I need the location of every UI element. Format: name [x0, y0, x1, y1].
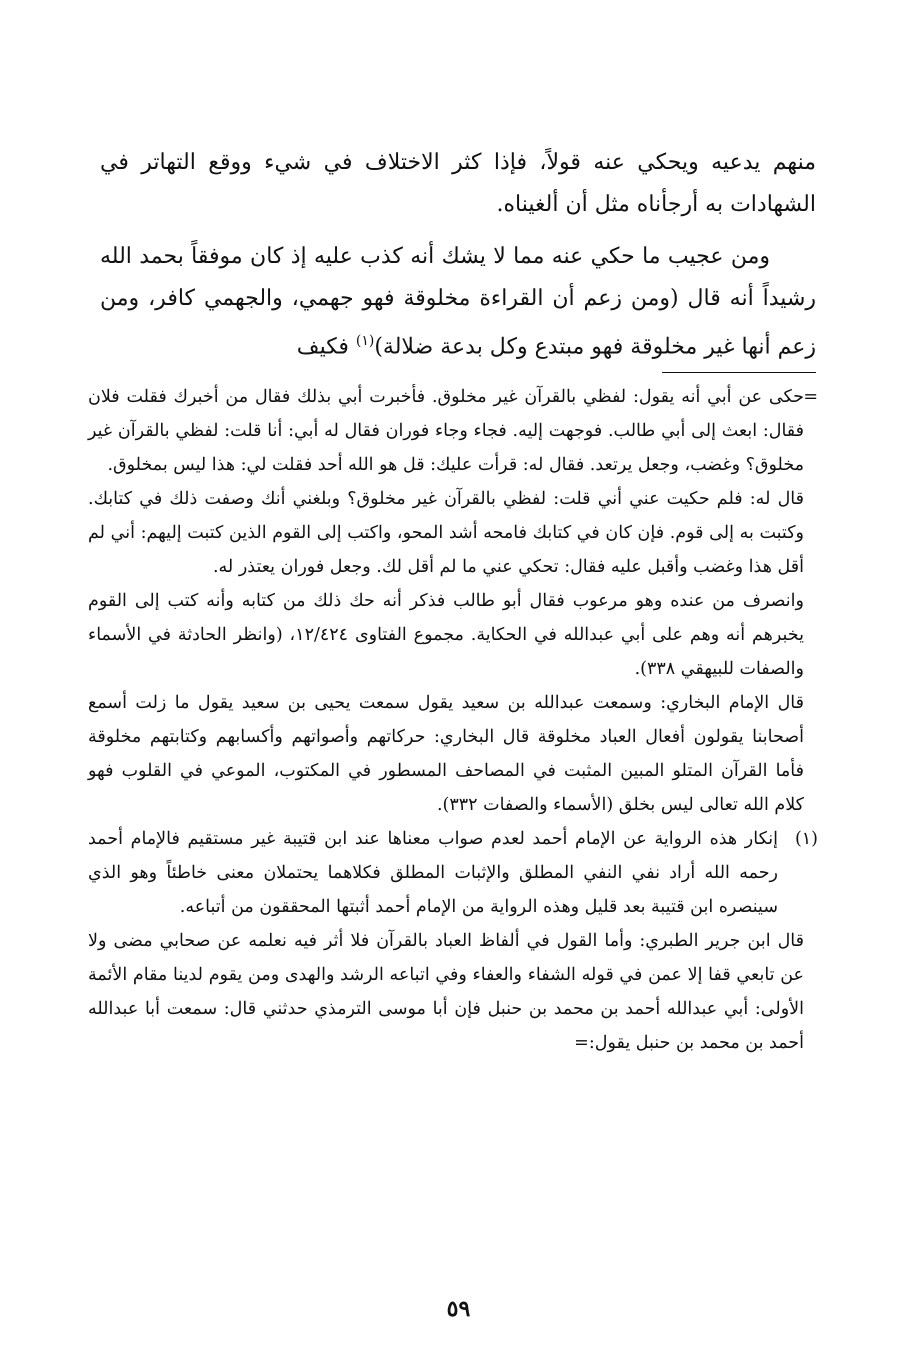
footnote-1-number: (١) [794, 829, 818, 849]
main-paragraph-1-text: منهم يدعيه ويحكي عنه قولاً، فإذا كثر الاختلاف في شيء ووقع التهاتر في الشهادات به أرجأناه مثل أن ألغيناه. [100, 150, 816, 217]
main-paragraph-2-text: ومن عجيب ما حكي عنه مما لا يشك أنه كذب عليه إذ كان موفقاً بحمد الله رشيداً أنه قال (ومن زعم أن القراءة مخلوقة فهو جهمي، والجهمي كافر، ومن زعم أنها غير مخلوقة فهو مبتدع وكل بدعة ضلالة) [100, 244, 816, 360]
footnote-divider [662, 372, 816, 373]
footnote-paragraph-1-text: حكى عن أبي أنه يقول: لفظي بالقرآن غير مخلوق. فأخبرت أبي بذلك فقال من أخبرك فقلت فلان فقال: ابعث إلى أبي طالب. فوجهت إليه. فجاء وجاء فوران فقال له أبي: أنا قلت: لفظي بالقرآن غير مخلوق؟ وغضب، وجعل يرتعد. فقال له: قرأت عليك: قل هو الله أحد فقلت لي: هذا ليس بمخلوق. [88, 387, 804, 475]
page-number: ٥٩ [446, 1296, 471, 1322]
trailing-marker: = [574, 1033, 589, 1053]
footnote-paragraph-6-text: قال ابن جرير الطبري: وأما القول في ألفاظ العباد بالقرآن فلا أثر فيه نعلمه عن صحابي مضى ولا عن تابعي قفا إلا عمن في قوله الشفاء والعفاء وفي اتباعه الرشد والهدى ومن يقوم لدينا مقام الأئمة الأولى: أبي عبدالله أحمد بن محمد بن حنبل فإن أبا موسى الترمذي حدثني قال: سمعت أبا عبدالله أحمد بن محمد بن حنبل يقول: [88, 931, 804, 1053]
footnote-paragraph-4-text: قال الإمام البخاري: وسمعت عبدالله بن سعيد يقول سمعت يحيى بن سعيد يقول ما زلت أسمع أصحابنا يقولون أفعال العباد مخلوقة قال البخاري: حركاتهم وأصواتهم وأكسابهم وكتابتهم مخلوقة فأما القرآن المتلو المبين المثبت في المصاحف المسطور في المكتوب، الموعي في القلوب فهو كلام الله تعالى ليس بخلق (الأسماء والصفات ٣٣٢). [88, 693, 804, 815]
footnote-1-text: إنكار هذه الرواية عن الإمام أحمد لعدم صواب معناها عند ابن قتيبة غير مستقيم فالإمام أحمد رحمه الله أراد نفي النفي المطلق والإثبات المطلق فكلاهما يحتملان معنى خاطئاً وهو الذي سينصره ابن قتيبة بعد قليل وهذه الرواية من الإمام أحمد أثبتها المحققون من أتباعه. [88, 829, 778, 917]
footnote-paragraph-6 [88, 924, 818, 1060]
footnote-paragraph-3-text: وانصرف من عنده وهو مرعوب فقال أبو طالب فذكر أنه حك ذلك من كتابه وأنه كتب إلى القوم يخبرهم أنه وهم على أبي عبدالله في الحكاية. مجموع الفتاوى ١٢/٤٢٤، (وانظر الحادثة في الأسماء والصفات للبيهقي ٣٣٨). [88, 591, 804, 679]
main-paragraph-2-end: فكيف [296, 334, 356, 360]
main-paragraph-1 [100, 142, 816, 226]
footnote-paragraph-3 [88, 584, 818, 686]
footnote-paragraph-2 [88, 482, 818, 584]
footnote-paragraph-1 [88, 380, 818, 482]
footnote-reference: (١) [355, 333, 375, 349]
footnotes-section [88, 380, 818, 1060]
footnote-1 [88, 822, 818, 924]
footnote-paragraph-2-text: قال له: فلم حكيت عني أني قلت: لفظي بالقرآن غير مخلوق؟ وبلغني أنك وصفت ذلك في كتابك. وكتبت به إلى قوم. فإن كان في كتابك فامحه أشد المحو، واكتب إلى القوم الذين كتبت إليهم: أني لم أقل هذا وغضب وأقبل عليه فقال: تحكي عني ما لم أقل لك. وجعل فوران يعتذر له. [88, 489, 804, 577]
continuation-marker: = [803, 387, 818, 407]
footnote-paragraph-4 [88, 686, 818, 822]
main-paragraph-2 [100, 236, 816, 368]
